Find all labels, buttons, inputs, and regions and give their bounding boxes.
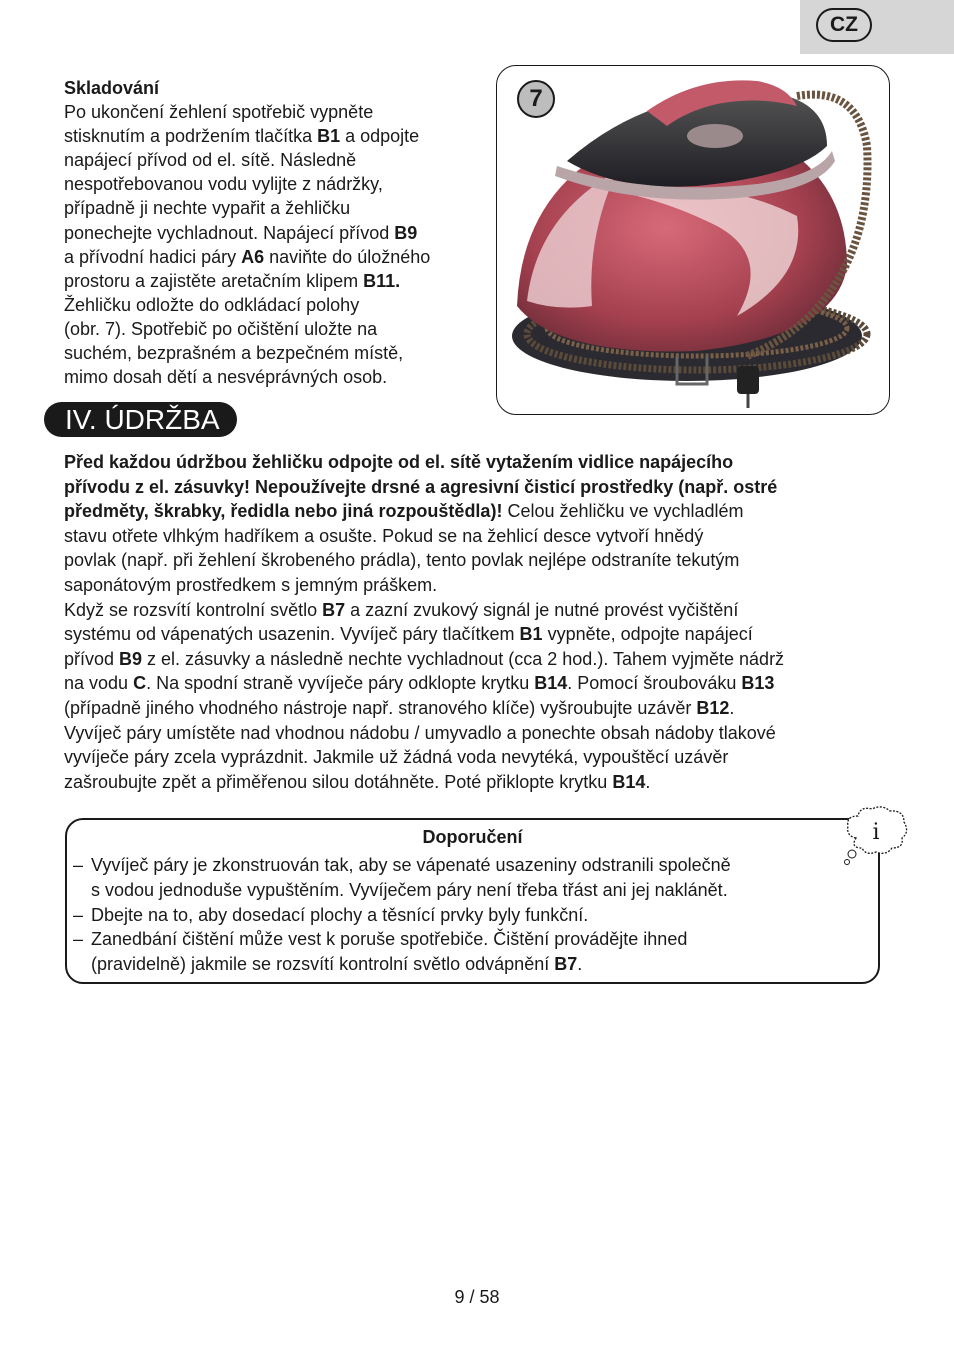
- recommendation-box: [65, 818, 880, 984]
- bold-run: C: [133, 673, 147, 694]
- text-run: . Pomocí šroubováku: [567, 673, 742, 694]
- bold-run: přívodu z el. zásuvky! Nepoužívejte drsné a agresivní čisticí prostředky (např. ostré: [64, 476, 778, 497]
- page-number: 9 / 58: [454, 1287, 500, 1307]
- info-bubble-icon: [842, 804, 912, 868]
- plug: [737, 366, 759, 394]
- text-run: z el. zásuvky a následně nechte vychladnout (cca 2 hod.). Tahem vyjměte nádrž: [142, 648, 785, 669]
- bold-run: předměty, škrabky, ředidla nebo jiná rozpouštědla)!: [64, 501, 503, 522]
- recommendation-list: [73, 853, 843, 977]
- text-run: zašroubujte zpět a přiměřenou silou dotáhněte. Poté přiklopte krytku: [64, 771, 613, 792]
- text-run: Když se rozsvítí kontrolní světlo: [64, 599, 323, 620]
- text-run: ponechejte vychladnout. Napájecí přívod: [64, 222, 395, 243]
- bold-run: A6: [241, 246, 265, 267]
- text-run: saponátovým prostředkem s jemným práškem.: [64, 574, 438, 595]
- text-run: systému od vápenatých usazenin. Vyvíječ páry tlačítkem: [64, 624, 520, 645]
- bold-run: Před každou údržbou žehličku odpojte od el. sítě vytažením vidlice napájecího: [64, 452, 734, 472]
- storage-section: [64, 76, 494, 389]
- recommendation-item: [73, 927, 843, 977]
- section-title-maintenance: IV. ÚDRŽBA: [44, 402, 237, 437]
- text-run: . Na spodní straně vyvíječe páry odklopte krytku: [146, 673, 535, 694]
- bold-run: B7: [554, 954, 578, 975]
- recommendation-title: Doporučení: [422, 827, 523, 847]
- figure-7-steam-generator: [496, 65, 890, 415]
- text-run: s vodou jednoduše vypuštěním. Vyvíječem páry není třeba třást ani jej naklánět.: [91, 879, 728, 900]
- bold-run: B9: [119, 648, 143, 669]
- text-run: vypněte, odpojte napájecí: [542, 624, 753, 645]
- figure-number-badge: 7: [517, 80, 555, 118]
- bold-run: B14: [612, 771, 646, 792]
- text-run: vyvíječe páry zcela vyprázdnit. Jakmile už žádná voda nevytéká, vypouštěcí uzávěr: [64, 747, 729, 768]
- text-run: Celou žehličku ve vychladlém: [502, 501, 744, 522]
- text-run: (případně jiného vhodného nástroje např. stranového klíče) vyšroubujte uzávěr: [64, 697, 697, 718]
- list-dash: –: [73, 904, 84, 925]
- text-run: .: [577, 954, 583, 975]
- text-run: případně ji nechte vypařit a žehličku: [64, 198, 351, 219]
- iron-button: [687, 124, 743, 148]
- text-run: Vyvíječ páry umístěte nad vhodnou nádobu / umyvadlo a ponechte obsah nádoby tlakové: [64, 722, 776, 743]
- text-run: povlak (např. při žehlení škrobeného prádla), tento povlak nejlépe odstraníte tekutým: [64, 550, 740, 571]
- storage-text: [64, 100, 494, 389]
- bold-run: B11.: [363, 270, 401, 291]
- text-run: .: [729, 697, 735, 718]
- text-run: Dbejte na to, aby dosedací plochy a těsnící prvky byly funkční.: [91, 904, 589, 925]
- text-run: suchém, bezprašném a bezpečném místě,: [64, 343, 404, 364]
- recommendation-item: [73, 853, 843, 903]
- text-run: a přívodní hadici páry: [64, 246, 242, 267]
- text-run: (obr. 7). Spotřebič po očištění uložte na: [64, 318, 378, 339]
- text-run: a zazní zvukový signál je nutné provést vyčištění: [345, 599, 739, 620]
- bold-run: B9: [394, 222, 418, 243]
- text-run: napájecí přívod od el. sítě. Následně: [64, 150, 357, 171]
- language-tab: [800, 0, 954, 54]
- text-run: Žehličku odložte do odkládací polohy: [64, 294, 360, 315]
- recommendation-item-text: [91, 853, 731, 903]
- bold-run: B13: [741, 673, 775, 694]
- bold-run: B1: [519, 624, 543, 645]
- bold-run: B7: [322, 599, 346, 620]
- text-run: naviňte do úložného: [264, 246, 431, 267]
- maintenance-paragraph-2: [64, 598, 894, 795]
- info-letter: i: [872, 820, 880, 845]
- text-run: Po ukončení žehlení spotřebič vypněte: [64, 102, 374, 123]
- text-run: (pravidelně) jakmile se rozsvítí kontrolní světlo odvápnění: [91, 954, 555, 975]
- text-run: na vodu: [64, 673, 134, 694]
- text-run: přívod: [64, 648, 120, 669]
- maintenance-text: [64, 450, 894, 794]
- list-dash: –: [73, 929, 84, 950]
- text-run: nespotřebovanou vodu vylijte z nádržky,: [64, 174, 383, 195]
- bold-run: B12: [696, 697, 730, 718]
- maintenance-paragraph-1: [64, 450, 894, 598]
- bold-run: B1: [317, 126, 341, 147]
- text-run: mimo dosah dětí a nesvéprávných osob.: [64, 367, 388, 388]
- text-run: stavu otřete vlhkým hadříkem a osušte. Pokud se na žehlicí desce vytvoří hnědý: [64, 525, 704, 546]
- text-run: prostoru a zajistěte aretačním klipem: [64, 270, 364, 291]
- list-dash: –: [73, 855, 84, 875]
- text-run: Vyvíječ páry je zkonstruován tak, aby se vápenaté usazeniny odstranili společně: [91, 855, 731, 875]
- recommendation-item-text: [91, 927, 687, 977]
- text-run: Zanedbání čištění může vest k poruše spotřebiče. Čištění provádějte ihned: [91, 929, 688, 950]
- language-badge: CZ: [816, 8, 872, 42]
- recommendation-item: [73, 903, 843, 928]
- text-run: a odpojte: [340, 126, 420, 147]
- text-run: stisknutím a podržením tlačítka: [64, 126, 318, 147]
- steam-generator-illustration: [497, 66, 890, 415]
- storage-heading: Skladování: [64, 78, 160, 98]
- bold-run: B14: [534, 673, 568, 694]
- text-run: .: [645, 771, 651, 792]
- recommendation-item-text: [91, 903, 588, 928]
